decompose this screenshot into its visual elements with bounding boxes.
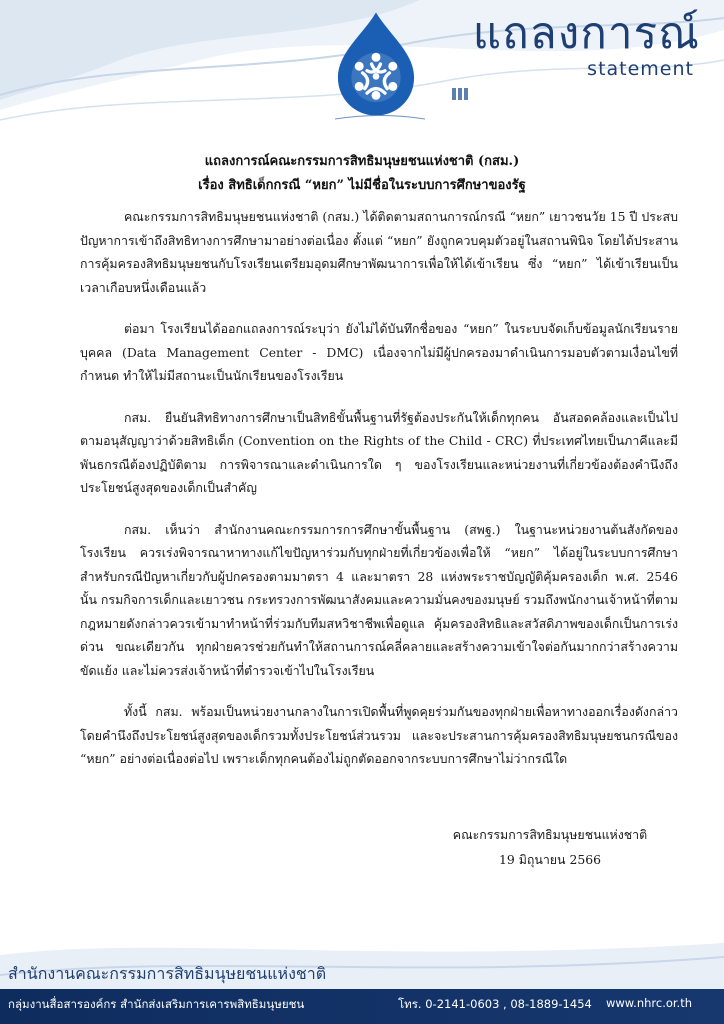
footer-phone: โทร. 0-2141-0603 , 08-1889-1454 [398, 997, 592, 1011]
footer-website-link[interactable]: www.nhrc.or.th [606, 996, 693, 1010]
statement-body [80, 205, 678, 789]
body-paragraph: กสม. ยืนยันสิทธิทางการศึกษาเป็นสิทธิขั้นพื้นฐานที่รัฐต้องประกันให้เด็กทุกคน อันสอดคล้องและเป็นไปตามอนุสัญญาว่าด้วยสิทธิเด็ก (Convention on the Rights of the Child - CRC) ที่ประเทศไทยเป็นภาคีและมีพันธกรณีต้องปฏิบัติตาม การพิจารณาและดำเนินการใด ๆ ของโรงเรียนและหน่วยงานที่เกี่ยวข้องต้องคำนึงถึงประโยชน์สูงสุดของเด็กเป็นสำคัญ [80, 409, 678, 495]
title-line-1: แถลงการณ์คณะกรรมการสิทธิมนุษยชนแห่งชาติ (กสม.) [204, 154, 520, 169]
statement-english-heading: statement [587, 58, 694, 80]
statement-thai-heading: แถลงการณ์ [472, 8, 700, 59]
body-paragraph: ทั้งนี้ กสม. พร้อมเป็นหน่วยงานกลางในการเปิดพื้นที่พูดคุยร่วมกันของทุกฝ่ายเพื่อหาทางออกเรื่องดังกล่าว โดยคำนึงถึงประโยชน์สูงสุดของเด็กรวมทั้งประโยชน์ส่วนรวม และจะประสานการคุ้มครองสิทธิมนุษยชนกรณีของ “หยก” อย่างต่อเนื่องต่อไป เพราะเด็กทุกคนต้องไม่ถูกตัดออกจากระบบการศึกษาไม่ว่ากรณีใด [80, 704, 678, 766]
ribbon-icon [452, 86, 472, 102]
signature-date: 19 มิถุนายน 2566 [498, 852, 601, 867]
logo-caption-decoration [325, 114, 435, 126]
footer-department: กลุ่มงานสื่อสารองค์กร สำนักส่งเสริมการเคารพสิทธิมนุษยชน [8, 997, 305, 1011]
signature-block [430, 822, 670, 872]
body-paragraph: กสม. เห็นว่า สำนักงานคณะกรรมการการศึกษาขั้นพื้นฐาน (สพฐ.) ในฐานะหน่วยงานต้นสังกัดของโรงเรียน ควรเร่งพิจารณาหาทางแก้ไขปัญหาร่วมกับทุกฝ่ายที่เกี่ยวข้องเพื่อให้ “หยก” ได้อยู่ในระบบการศึกษา สำหรับกรณีปัญหาเกี่ยวกับผู้ปกครองตามมาตรา 4 และมาตรา 28 แห่งพระราชบัญญัติคุ้มครองเด็ก พ.ศ. 2546 นั้น กรมกิจการเด็กและเยาวชน กระทรวงการพัฒนาสังคมและความมั่นคงของมนุษย์ รวมถึงพนักงานเจ้าหน้าที่ตามกฎหมายดังกล่าวควรเข้ามาทำหน้าที่ร่วมกับทีมสหวิชาชีพเพื่อดูแล คุ้มครองสิทธิและสวัสดิภาพของเด็กเป็นการเร่งด่วน ขณะเดียวกัน ทุกฝ่ายควรช่วยกันทำให้สถานการณ์คลี่คลายและสร้างความเข้าใจต่อกันมากกว่าสร้างความขัดแย้ง และไม่ควรส่งเจ้าหน้าที่ตำรวจเข้าไปในโรงเรียน [80, 521, 678, 678]
body-paragraph: คณะกรรมการสิทธิมนุษยชนแห่งชาติ (กสม.) ได้ติดตามสถานการณ์กรณี “หยก” เยาวชนวัย 15 ปี ประสบปัญหาการเข้าถึงสิทธิทางการศึกษามาอย่างต่อเนื่อง ตั้งแต่ “หยก” ยังถูกควบคุมตัวอยู่ในสถานพินิจ โดยได้ประสานการคุ้มครองสิทธิมนุษยชนกับโรงเรียนเตรียมอุดมศึกษาพัฒนาการเพื่อให้ได้เข้าเรียน ซึ่ง “หยก” ได้เข้าเรียนเป็นเวลาเกือบหนึ่งเดือนแล้ว [80, 209, 678, 295]
title-line-2: เรื่อง สิทธิเด็กกรณี “หยก” ไม่มีชื่อในระบบการศึกษาของรัฐ [198, 178, 526, 193]
body-paragraph: ต่อมา โรงเรียนได้ออกแถลงการณ์ระบุว่า ยังไม่ได้บันทึกชื่อของ “หยก” ในระบบจัดเก็บข้อมูลนักเรียนรายบุคคล (Data Management Center - DMC) เนื่องจากไม่มีผู้ปกครองมาดำเนินการมอบตัวตามเงื่อนไขที่กำหนด ทำให้ไม่มีสถานะเป็นนักเรียนของโรงเรียน [80, 321, 678, 383]
footer-org-name: สำนักงานคณะกรรมการสิทธิมนุษยชนแห่งชาติ [8, 964, 327, 983]
nhrc-logo-icon [320, 8, 432, 120]
document-title [0, 150, 724, 198]
signature-org: คณะกรรมการสิทธิมนุษยชนแห่งชาติ [452, 827, 648, 842]
